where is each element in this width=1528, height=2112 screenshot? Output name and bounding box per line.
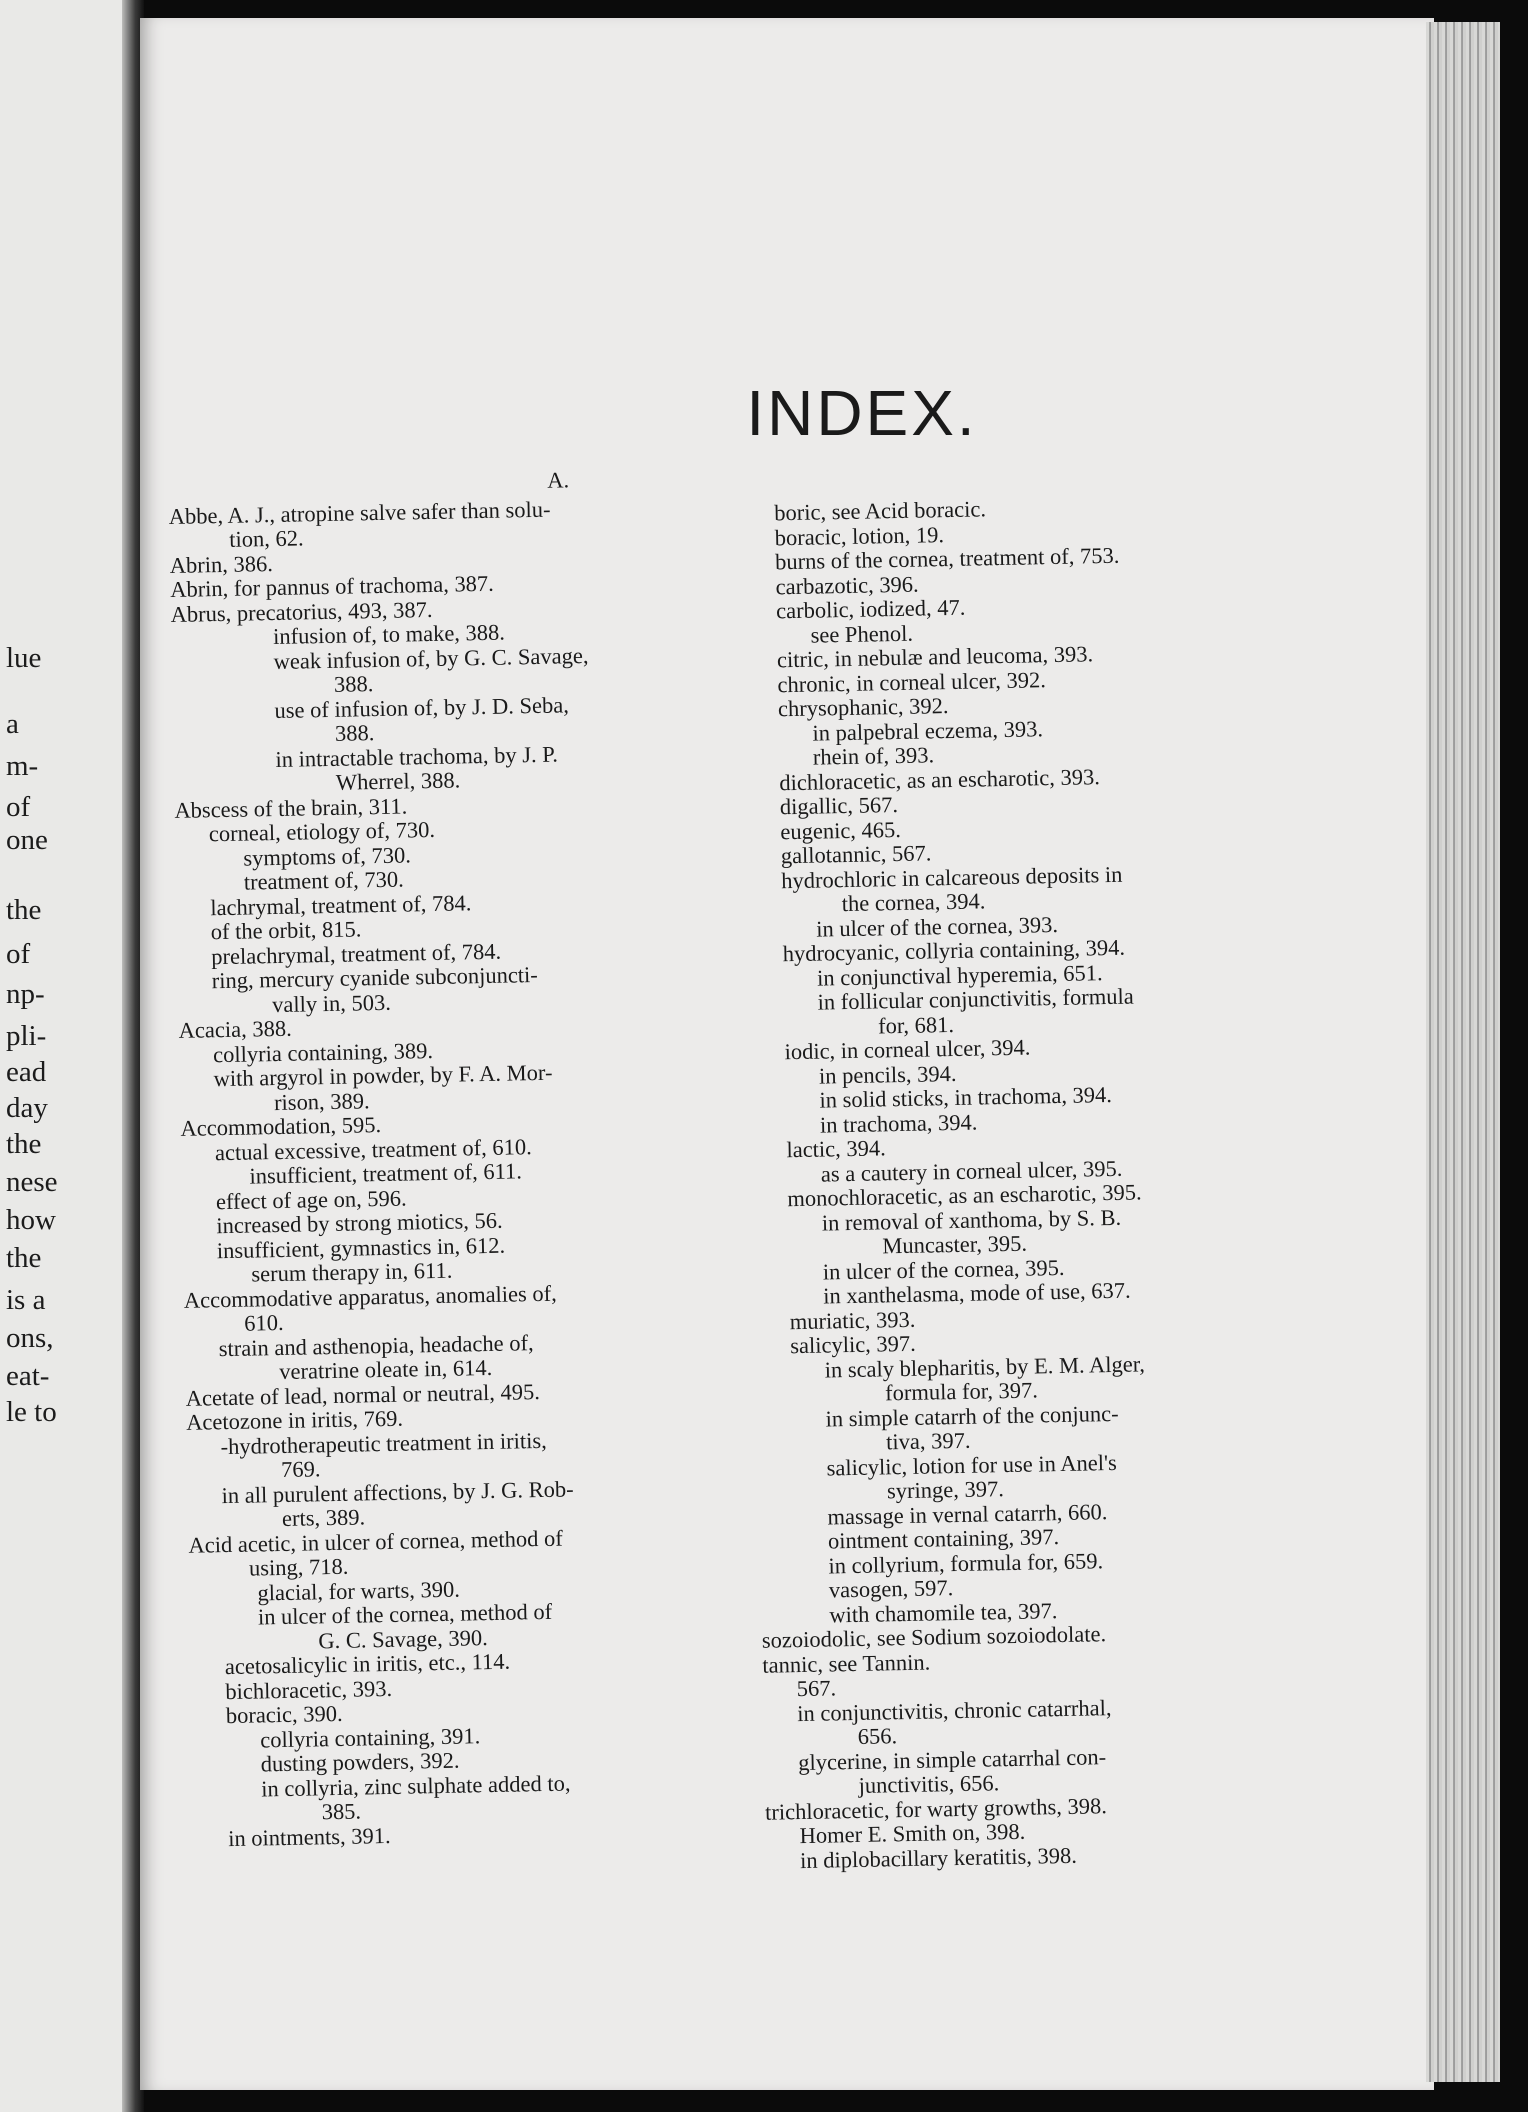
index-entry: rhein of, 393. bbox=[812, 742, 935, 770]
index-entry-continuation: Muncaster, 395. bbox=[882, 1230, 1028, 1259]
facing-page-text-fragment: of bbox=[6, 938, 31, 970]
page-edges bbox=[1426, 22, 1504, 2082]
index-entry: monochloracetic, as an escharotic, 395. bbox=[787, 1179, 1142, 1212]
index-entry-continuation: vally in, 503. bbox=[271, 989, 392, 1017]
index-entry: in intractable trachoma, by J. P. bbox=[275, 741, 559, 772]
index-entry: Acetate of lead, normal or neutral, 495. bbox=[185, 1378, 541, 1411]
index-entry: in xanthelasma, mode of use, 637. bbox=[823, 1277, 1131, 1309]
index-entry: Acetozone in iritis, 769. bbox=[185, 1405, 404, 1435]
facing-page-text-fragment: one bbox=[6, 824, 48, 856]
index-entry: use of infusion of, by J. D. Seba, bbox=[274, 691, 570, 723]
index-entry: Accommodative apparatus, anomalies of, bbox=[183, 1280, 557, 1313]
index-entry: Accommodation, 595. bbox=[180, 1112, 382, 1141]
index-entry-continuation: 385. bbox=[321, 1798, 362, 1825]
index-entry: Abrus, precatorius, 493, 387. bbox=[170, 596, 433, 627]
facing-page-text-fragment: pli- bbox=[6, 1020, 47, 1052]
page-title: INDEX. bbox=[746, 377, 978, 449]
index-entry-continuation: rison, 389. bbox=[273, 1087, 370, 1115]
index-entry: in follicular conjunctivitis, formula bbox=[817, 983, 1134, 1015]
index-entry: strain and asthenopia, headache of, bbox=[218, 1329, 534, 1361]
index-entry: digallic, 567. bbox=[779, 792, 899, 820]
index-entry: salicylic, lotion for use in Anel's bbox=[826, 1449, 1118, 1481]
index-entry-continuation: 388. bbox=[333, 671, 374, 697]
index-entry: corneal, etiology of, 730. bbox=[208, 816, 436, 847]
facing-page-text-fragment: m- bbox=[6, 750, 39, 782]
index-entry: dichloracetic, as an escharotic, 393. bbox=[779, 763, 1101, 795]
index-entry-continuation: erts, 389. bbox=[281, 1504, 366, 1532]
index-entry: trichloracetic, for warty growths, 398. bbox=[764, 1792, 1108, 1825]
index-entry: boric, see Acid boracic. bbox=[773, 496, 987, 526]
index-entry: -hydrotherapeutic treatment in iritis, bbox=[220, 1427, 547, 1459]
facing-page-text-fragment: a bbox=[6, 708, 19, 740]
facing-page-text-fragment: the bbox=[6, 1242, 42, 1274]
index-entry: increased by strong miotics, 56. bbox=[216, 1207, 503, 1239]
index-entry: weak infusion of, by G. C. Savage, bbox=[273, 642, 589, 674]
index-entries-left bbox=[169, 494, 755, 1852]
index-entry: glycerine, in simple catarrhal con- bbox=[797, 1743, 1107, 1775]
facing-page-text-fragment: day bbox=[6, 1092, 48, 1124]
index-entry: insufficient, treatment of, 611. bbox=[249, 1158, 523, 1189]
index-entry: muriatic, 393. bbox=[789, 1306, 916, 1334]
index-entry: boracic, 390. bbox=[225, 1700, 343, 1729]
index-entry: insufficient, gymnastics in, 612. bbox=[216, 1232, 506, 1263]
index-entry: in removal of xanthoma, by S. B. bbox=[821, 1204, 1122, 1236]
index-entry: Abscess of the brain, 311. bbox=[174, 792, 408, 823]
index-entry: in all purulent affections, by J. G. Rob- bbox=[221, 1475, 574, 1508]
facing-page-text-fragment: le to bbox=[6, 1396, 57, 1428]
index-column-right bbox=[740, 490, 1406, 1874]
index-entry: in ulcer of the cornea, 393. bbox=[815, 911, 1059, 942]
index-entry: Acacia, 388. bbox=[178, 1015, 292, 1043]
index-entry-continuation: using, 718. bbox=[248, 1553, 349, 1581]
facing-page-text-fragment: eat- bbox=[6, 1360, 50, 1392]
index-entry-continuation: G. C. Savage, 390. bbox=[318, 1624, 488, 1653]
index-entry: in trachoma, 394. bbox=[819, 1109, 978, 1138]
index-entry: prelachrymal, treatment of, 784. bbox=[210, 938, 502, 969]
index-entry: in scaly blepharitis, by E. M. Alger, bbox=[824, 1350, 1146, 1383]
index-entry: with chamomile tea, 397. bbox=[829, 1597, 1058, 1627]
index-entry: salicylic, 397. bbox=[789, 1330, 917, 1359]
facing-page-text-fragment: ons, bbox=[6, 1322, 54, 1354]
index-entry: acetosalicylic in iritis, etc., 114. bbox=[224, 1648, 511, 1680]
index-entry: tannic, see Tannin. bbox=[762, 1649, 931, 1678]
index-entry: in solid sticks, in trachoma, 394. bbox=[819, 1081, 1113, 1113]
index-entry: collyria containing, 389. bbox=[212, 1037, 434, 1067]
index-entry: in simple catarrh of the conjunc- bbox=[825, 1400, 1119, 1432]
index-entry: sozoiodolic, see Sodium sozoiodolate. bbox=[761, 1621, 1107, 1653]
facing-page-text-fragment: lue bbox=[6, 642, 42, 674]
index-entry: with argyrol in powder, by F. A. Mor- bbox=[213, 1059, 553, 1092]
index-entry: Acid acetic, in ulcer of cornea, method of bbox=[188, 1525, 563, 1558]
index-entry: 567. bbox=[796, 1675, 837, 1702]
index-entry: in collyrium, formula for, 659. bbox=[828, 1547, 1104, 1578]
index-entry: carbazotic, 396. bbox=[775, 571, 919, 599]
index-entry-continuation: syringe, 397. bbox=[886, 1476, 1005, 1504]
index-entry: in pencils, 394. bbox=[818, 1060, 957, 1089]
facing-page-text-fragment: of bbox=[6, 791, 31, 823]
index-entry: collyria containing, 391. bbox=[260, 1722, 481, 1752]
facing-page-text-fragment: the bbox=[6, 894, 42, 926]
index-entry: in conjunctivitis, chronic catarrhal, bbox=[797, 1694, 1112, 1726]
index-entry-continuation: tion, 62. bbox=[228, 525, 304, 552]
index-entry: Abrin, for pannus of trachoma, 387. bbox=[169, 570, 495, 602]
index-entry-continuation: for, 681. bbox=[877, 1011, 955, 1038]
index-entry: ointment containing, 397. bbox=[827, 1524, 1060, 1554]
index-entries-right bbox=[740, 490, 1406, 1874]
index-entry: in collyria, zinc sulphate added to, bbox=[260, 1770, 571, 1801]
index-entry: chrysophanic, 392. bbox=[777, 693, 949, 722]
index-entry: in ulcer of the cornea, 395. bbox=[822, 1254, 1065, 1285]
index-entry: in conjunctival hyperemia, 651. bbox=[816, 959, 1103, 991]
facing-page-text-fragment: how bbox=[6, 1204, 56, 1236]
index-entry: Homer E. Smith on, 398. bbox=[799, 1818, 1026, 1849]
index-entry: boracic, lotion, 19. bbox=[774, 521, 945, 550]
index-entry: bichloracetic, 393. bbox=[225, 1675, 393, 1704]
index-entry: effect of age on, 596. bbox=[215, 1185, 407, 1214]
index-entry: in diplobacillary keratitis, 398. bbox=[799, 1842, 1078, 1873]
index-entry: glacial, for warts, 390. bbox=[257, 1576, 461, 1605]
index-entry-continuation: formula for, 397. bbox=[884, 1377, 1039, 1406]
index-page bbox=[140, 18, 1434, 2090]
index-entry: carbolic, iodized, 47. bbox=[775, 594, 966, 624]
index-entry-continuation: tiva, 397. bbox=[885, 1427, 971, 1455]
index-entry: in palpebral eczema, 393. bbox=[812, 715, 1044, 746]
index-entry-continuation: 769. bbox=[280, 1456, 321, 1483]
index-entry: of the orbit, 815. bbox=[210, 916, 362, 945]
index-entry: burns of the cornea, treatment of, 753. bbox=[774, 542, 1120, 575]
facing-page bbox=[0, 0, 134, 2112]
index-entry: massage in vernal catarrh, 660. bbox=[827, 1498, 1108, 1530]
index-entry: hydrocyanic, collyria containing, 394. bbox=[782, 934, 1126, 967]
index-entry-continuation: 610. bbox=[244, 1309, 284, 1336]
index-entry: chronic, in corneal ulcer, 392. bbox=[777, 666, 1047, 697]
index-entry: in ointments, 391. bbox=[227, 1822, 391, 1851]
facing-page-text-fragment: nese bbox=[6, 1166, 58, 1198]
index-entry: eugenic, 465. bbox=[780, 816, 902, 844]
index-entry: serum therapy in, 611. bbox=[251, 1257, 453, 1287]
index-entry-continuation: the cornea, 394. bbox=[841, 888, 986, 917]
index-entry-continuation: junctivitis, 656. bbox=[858, 1770, 1000, 1798]
facing-page-text-fragment: is a bbox=[6, 1284, 46, 1316]
index-entry: lactic, 394. bbox=[786, 1135, 887, 1163]
index-entry-continuation: veratrine oleate in, 614. bbox=[278, 1354, 493, 1385]
index-entry: lachrymal, treatment of, 784. bbox=[210, 889, 472, 920]
index-entry-continuation: 656. bbox=[857, 1723, 898, 1749]
index-entry: iodic, in corneal ulcer, 394. bbox=[784, 1034, 1031, 1065]
index-entry-continuation: Wherrel, 388. bbox=[335, 767, 461, 795]
index-entry: infusion of, to make, 388. bbox=[272, 619, 506, 650]
index-entry-continuation: 388. bbox=[334, 720, 375, 746]
index-entry: gallotannic, 567. bbox=[780, 840, 932, 869]
facing-page-text-fragment: np- bbox=[6, 978, 45, 1010]
index-entry: symptoms of, 730. bbox=[243, 841, 412, 871]
index-entry: actual excessive, treatment of, 610. bbox=[214, 1133, 532, 1165]
index-entry: ring, mercury cyanide subconjuncti- bbox=[211, 961, 539, 994]
index-column-left bbox=[168, 465, 754, 1851]
index-entry: see Phenol. bbox=[810, 620, 914, 648]
background-edge bbox=[1500, 0, 1528, 2112]
section-letter: A. bbox=[546, 467, 570, 493]
index-entry: as a cautery in corneal ulcer, 395. bbox=[820, 1155, 1123, 1187]
index-entry: hydrochloric in calcareous deposits in bbox=[781, 861, 1123, 893]
index-entry: in ulcer of the cornea, method of bbox=[257, 1598, 553, 1630]
facing-page-text-fragment: the bbox=[6, 1128, 42, 1160]
index-entry: dusting powders, 392. bbox=[260, 1747, 460, 1777]
index-entry: Abrin, 386. bbox=[169, 550, 274, 578]
index-entry: Abbe, A. J., atropine salve safer than solu- bbox=[168, 496, 551, 529]
index-entry: citric, in nebulæ and leucoma, 393. bbox=[776, 641, 1094, 673]
index-entry: vasogen, 597. bbox=[828, 1575, 954, 1603]
index-entry: treatment of, 730. bbox=[243, 866, 404, 895]
facing-page-text-fragment: ead bbox=[6, 1056, 47, 1088]
